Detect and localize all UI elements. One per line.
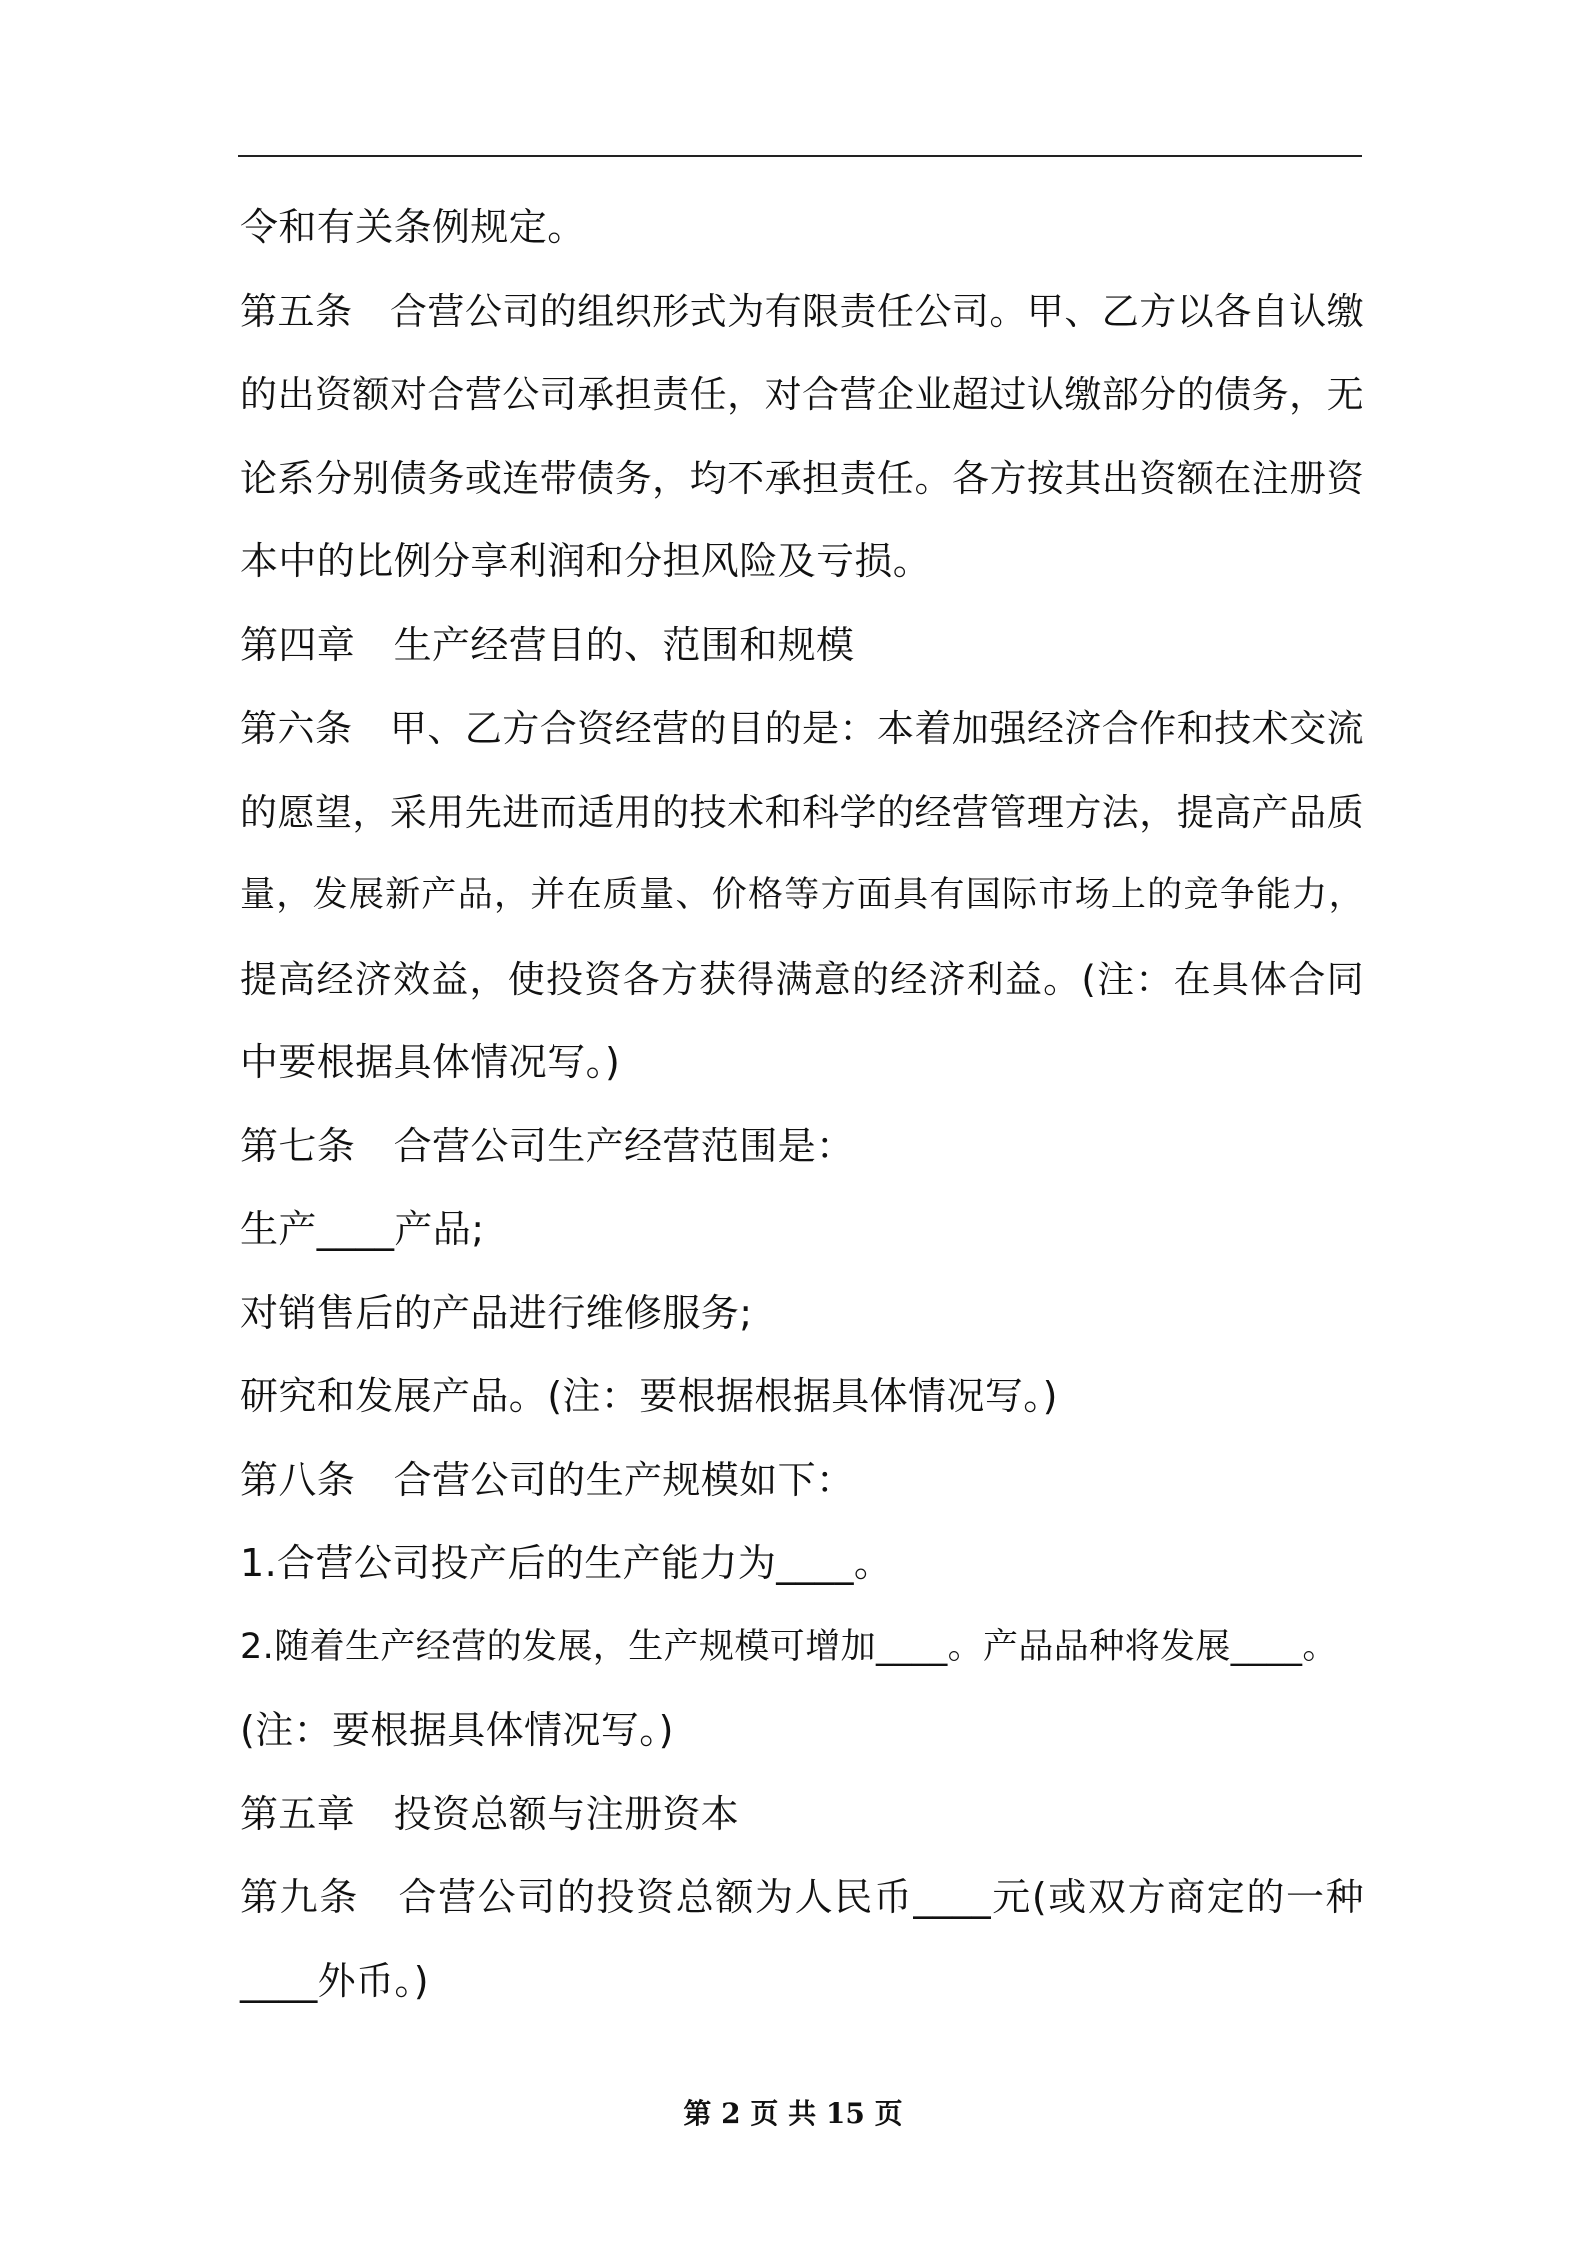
text-line: 2.随着生产经营的发展，生产规模可增加____。产品品种将发展____。	[240, 1626, 1338, 1667]
text-line: 本中的比例分享利润和分担风险及亏损。	[240, 539, 932, 583]
text-line: 令和有关条例规定。	[240, 205, 586, 249]
text-line: 1.合营公司投产后的生产能力为____。	[240, 1541, 893, 1585]
text-line: 对销售后的产品进行维修服务;	[240, 1290, 753, 1335]
text-line: 的愿望，采用先进而适用的技术和科学的经营管理方法，提高产品质	[240, 790, 1364, 834]
text-line: 第八条 合营公司的生产规模如下：	[240, 1457, 855, 1502]
text-line: 生产____产品;	[240, 1207, 485, 1251]
text-line: 量，发展新产品，并在质量、价格等方面具有国际市场上的竞争能力，	[240, 875, 1364, 915]
document-body	[240, 186, 1364, 2023]
chapter-heading: 第五章 投资总额与注册资本	[240, 1791, 740, 1836]
text-line: (注：要根据具体情况写。)	[240, 1708, 674, 1752]
text-line: 第六条 甲、乙方合资经营的目的是：本着加强经济合作和技术交流	[240, 707, 1364, 750]
text-line: 论系分别债务或连带债务，均不承担责任。各方按其出资额在注册资	[240, 456, 1364, 500]
chapter-heading: 第四章 生产经营目的、范围和规模	[240, 622, 855, 667]
text-line: 提高经济效益，使投资各方获得满意的经济利益。(注：在具体合同	[240, 957, 1364, 1001]
text-line: 第九条 合营公司的投资总额为人民币____元(或双方商定的一种	[240, 1875, 1364, 1919]
page-number: 第 2 页 共 15 页	[683, 2097, 903, 2130]
text-line: 的出资额对合营公司承担责任，对合营企业超过认缴部分的债务，无	[240, 373, 1364, 416]
text-line: 第五条 合营公司的组织形式为有限责任公司。甲、乙方以各自认缴	[240, 289, 1364, 333]
text-line: 中要根据具体情况写。)	[240, 1040, 621, 1084]
header-rule	[238, 155, 1362, 157]
text-line: 研究和发展产品。(注：要根据根据具体情况写。)	[240, 1374, 1058, 1418]
text-line: 第七条 合营公司生产经营范围是：	[240, 1123, 855, 1168]
text-line: ____外币。)	[240, 1958, 430, 2003]
